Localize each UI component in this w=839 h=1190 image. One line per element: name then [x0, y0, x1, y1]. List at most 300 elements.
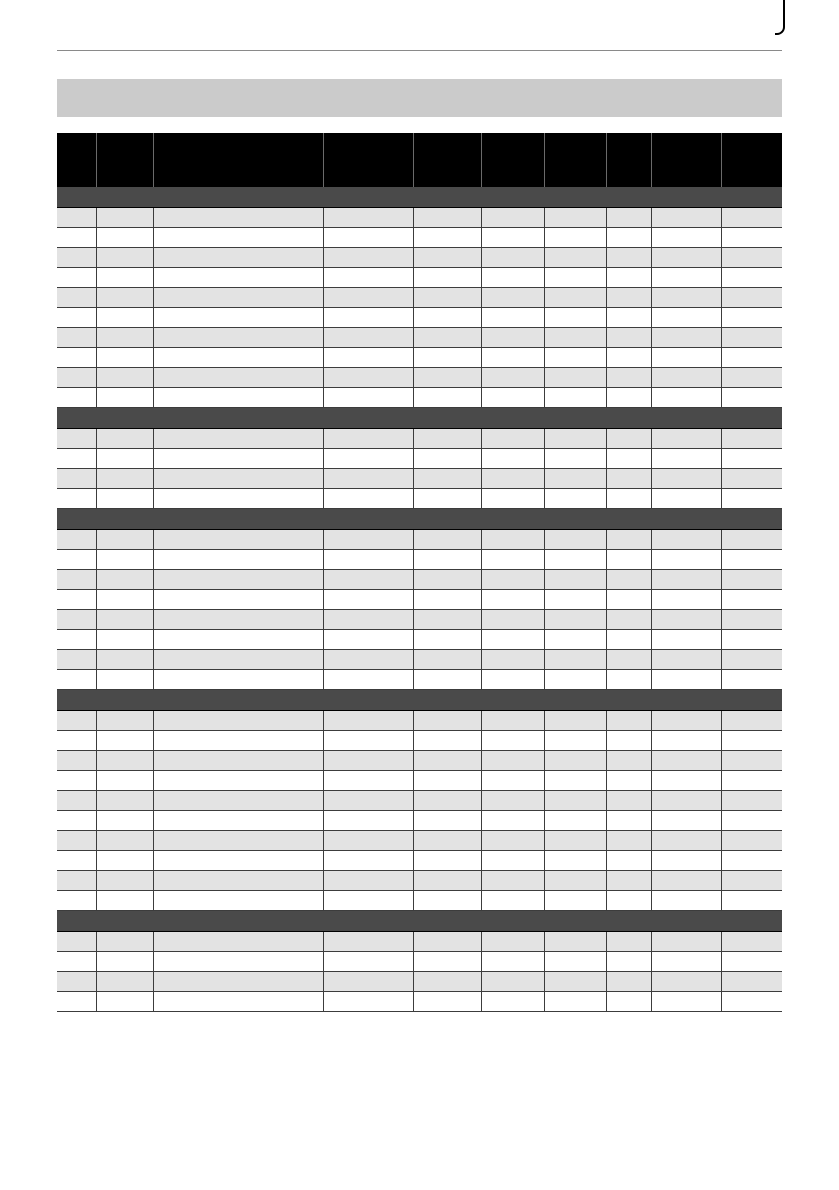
table-cell: [323, 992, 413, 1012]
table-cell: [413, 891, 481, 911]
table-cell: [413, 670, 481, 690]
table-cell: [153, 388, 323, 408]
table-cell: [96, 891, 153, 911]
table-cell: [57, 771, 96, 791]
table-cell: [323, 650, 413, 670]
table-cell: [721, 228, 782, 248]
table-cell: [413, 731, 481, 751]
table-cell: [57, 851, 96, 871]
table-cell: [57, 570, 96, 590]
table-cell: [413, 449, 481, 469]
table-cell: [96, 429, 153, 449]
table-cell: [153, 469, 323, 489]
table-cell: [721, 348, 782, 368]
table-row: [57, 610, 782, 630]
table-row: [57, 650, 782, 670]
table-cell: [413, 228, 481, 248]
table-cell: [651, 368, 721, 388]
table-cell: [413, 791, 481, 811]
table-cell: [481, 228, 544, 248]
table-cell: [57, 590, 96, 610]
table-cell: [544, 469, 606, 489]
table-cell: [481, 650, 544, 670]
table-cell: [544, 972, 606, 992]
table-row: [57, 932, 782, 952]
table-cell: [153, 952, 323, 972]
table-cell: [606, 368, 651, 388]
table-cell: [323, 248, 413, 268]
table-cell: [606, 992, 651, 1012]
table-cell: [606, 751, 651, 771]
table-cell: [606, 731, 651, 751]
table-cell: [153, 670, 323, 690]
table-cell: [96, 328, 153, 348]
table-cell: [481, 388, 544, 408]
table-cell: [544, 368, 606, 388]
table-cell: [721, 952, 782, 972]
table-cell: [651, 891, 721, 911]
table-cell: [544, 711, 606, 731]
table-cell: [721, 328, 782, 348]
table-cell: [413, 811, 481, 831]
table-cell: [606, 972, 651, 992]
table-cell: [481, 831, 544, 851]
table-cell: [96, 449, 153, 469]
table-row: [57, 972, 782, 992]
table-cell: [413, 952, 481, 972]
table-row: [57, 751, 782, 771]
table-cell: [323, 731, 413, 751]
table-cell: [544, 348, 606, 368]
table-row: [57, 308, 782, 328]
table-cell: [323, 429, 413, 449]
table-cell: [96, 268, 153, 288]
table-cell: [721, 791, 782, 811]
table-cell: [96, 489, 153, 509]
table-cell: [96, 650, 153, 670]
table-cell: [323, 791, 413, 811]
table-cell: [481, 751, 544, 771]
table-cell: [413, 368, 481, 388]
table-cell: [544, 670, 606, 690]
table-cell: [57, 248, 96, 268]
table-cell: [544, 610, 606, 630]
table-cell: [96, 530, 153, 550]
table-row: [57, 791, 782, 811]
table-cell: [606, 348, 651, 368]
table-cell: [544, 751, 606, 771]
table-cell: [57, 328, 96, 348]
table-cell: [606, 489, 651, 509]
table-cell: [544, 550, 606, 570]
table-cell: [323, 368, 413, 388]
table-cell: [651, 670, 721, 690]
table-cell: [57, 731, 96, 751]
table-cell: [721, 208, 782, 228]
table-cell: [57, 751, 96, 771]
table-cell: [96, 308, 153, 328]
table-cell: [323, 469, 413, 489]
table-cell: [57, 630, 96, 650]
table-cell: [606, 871, 651, 891]
table-cell: [606, 771, 651, 791]
table-cell: [323, 711, 413, 731]
table-cell: [96, 248, 153, 268]
table-cell: [413, 388, 481, 408]
table-cell: [153, 851, 323, 871]
table-cell: [323, 891, 413, 911]
table-cell: [544, 771, 606, 791]
table-cell: [606, 388, 651, 408]
page-corner-mark: [775, 0, 785, 35]
table-cell: [323, 328, 413, 348]
table-cell: [153, 992, 323, 1012]
table-cell: [721, 288, 782, 308]
table-cell: [544, 429, 606, 449]
table-cell: [721, 429, 782, 449]
table-cell: [323, 630, 413, 650]
table-cell: [481, 328, 544, 348]
table-cell: [544, 932, 606, 952]
table-cell: [544, 388, 606, 408]
table-cell: [413, 771, 481, 791]
table-cell: [721, 972, 782, 992]
table-cell: [651, 248, 721, 268]
table-cell: [413, 711, 481, 731]
table-cell: [153, 731, 323, 751]
table-row: [57, 711, 782, 731]
table-cell: [721, 449, 782, 469]
group-header-row: [57, 187, 782, 208]
table-cell: [651, 208, 721, 228]
table-cell: [481, 288, 544, 308]
table-cell: [651, 932, 721, 952]
table-cell: [606, 711, 651, 731]
table-cell: [544, 489, 606, 509]
table-cell: [721, 731, 782, 751]
table-cell: [323, 952, 413, 972]
table-cell: [96, 972, 153, 992]
table-cell: [544, 449, 606, 469]
table-cell: [323, 610, 413, 630]
table-cell: [57, 268, 96, 288]
table-cell: [96, 952, 153, 972]
table-cell: [153, 248, 323, 268]
table-cell: [544, 731, 606, 751]
table-cell: [481, 248, 544, 268]
table-cell: [413, 871, 481, 891]
table-cell: [323, 489, 413, 509]
table-cell: [544, 570, 606, 590]
table-cell: [153, 811, 323, 831]
table-cell: [544, 992, 606, 1012]
table-cell: [323, 388, 413, 408]
table-cell: [57, 871, 96, 891]
table-cell: [606, 831, 651, 851]
table-cell: [323, 972, 413, 992]
table-cell: [721, 751, 782, 771]
table-cell: [481, 610, 544, 630]
table-cell: [721, 932, 782, 952]
table-cell: [606, 288, 651, 308]
table-cell: [57, 952, 96, 972]
table-cell: [651, 388, 721, 408]
column-header: [481, 133, 544, 187]
table-cell: [606, 630, 651, 650]
table-cell: [481, 590, 544, 610]
table-cell: [153, 711, 323, 731]
table-cell: [606, 570, 651, 590]
table-cell: [96, 711, 153, 731]
table-cell: [57, 932, 96, 952]
table-cell: [57, 288, 96, 308]
table-cell: [323, 550, 413, 570]
table-cell: [57, 650, 96, 670]
table-cell: [651, 992, 721, 1012]
table-cell: [57, 388, 96, 408]
table-cell: [651, 630, 721, 650]
table-row: [57, 630, 782, 650]
table-cell: [413, 208, 481, 228]
table-cell: [153, 530, 323, 550]
table-cell: [413, 288, 481, 308]
table-cell: [544, 952, 606, 972]
table-cell: [721, 771, 782, 791]
table-cell: [323, 308, 413, 328]
table-row: [57, 368, 782, 388]
table-cell: [721, 831, 782, 851]
table-cell: [413, 348, 481, 368]
table-cell: [96, 791, 153, 811]
table-cell: [57, 449, 96, 469]
table-cell: [651, 308, 721, 328]
table-cell: [413, 992, 481, 1012]
table-cell: [606, 550, 651, 570]
table-cell: [651, 570, 721, 590]
table-cell: [651, 851, 721, 871]
table-cell: [413, 429, 481, 449]
table-cell: [153, 308, 323, 328]
table-cell: [544, 590, 606, 610]
table-row: [57, 771, 782, 791]
table-cell: [481, 208, 544, 228]
table-cell: [413, 851, 481, 871]
table-cell: [481, 630, 544, 650]
table-cell: [651, 972, 721, 992]
table-header-row: [57, 133, 782, 187]
table-row: [57, 550, 782, 570]
table-cell: [323, 751, 413, 771]
table-cell: [96, 630, 153, 650]
table-cell: [481, 670, 544, 690]
table-cell: [153, 610, 323, 630]
table-cell: [481, 992, 544, 1012]
table-cell: [96, 851, 153, 871]
table-cell: [606, 248, 651, 268]
table-cell: [481, 550, 544, 570]
table-cell: [721, 811, 782, 831]
table-cell: [153, 550, 323, 570]
column-header: [651, 133, 721, 187]
table-cell: [96, 590, 153, 610]
table-cell: [323, 831, 413, 851]
table-cell: [153, 348, 323, 368]
table-cell: [57, 208, 96, 228]
table-cell: [606, 811, 651, 831]
table-cell: [544, 288, 606, 308]
table-cell: [481, 771, 544, 791]
table-cell: [651, 429, 721, 449]
table-cell: [651, 288, 721, 308]
table-cell: [57, 429, 96, 449]
column-header: [96, 133, 153, 187]
table-cell: [481, 308, 544, 328]
table-cell: [153, 449, 323, 469]
section-title-bar: [57, 79, 782, 117]
table-cell: [481, 791, 544, 811]
table-cell: [413, 489, 481, 509]
table-cell: [481, 368, 544, 388]
table-cell: [721, 530, 782, 550]
table-row: [57, 228, 782, 248]
table-cell: [153, 489, 323, 509]
table-cell: [96, 670, 153, 690]
table-row: [57, 328, 782, 348]
table-cell: [57, 228, 96, 248]
table-cell: [323, 590, 413, 610]
table-cell: [606, 429, 651, 449]
table-cell: [96, 348, 153, 368]
table-cell: [606, 308, 651, 328]
table-cell: [153, 650, 323, 670]
table-cell: [153, 871, 323, 891]
table-cell: [651, 530, 721, 550]
table-cell: [57, 348, 96, 368]
table-cell: [721, 590, 782, 610]
table-cell: [481, 811, 544, 831]
table-row: [57, 831, 782, 851]
table-row: [57, 388, 782, 408]
table-cell: [57, 489, 96, 509]
table-cell: [606, 530, 651, 550]
table-cell: [606, 590, 651, 610]
table-cell: [721, 650, 782, 670]
table-cell: [96, 288, 153, 308]
table-cell: [721, 248, 782, 268]
table-row: [57, 348, 782, 368]
table-cell: [413, 972, 481, 992]
table-cell: [323, 449, 413, 469]
table-cell: [153, 228, 323, 248]
table-cell: [96, 751, 153, 771]
table-cell: [153, 791, 323, 811]
table-cell: [481, 871, 544, 891]
table-row: [57, 871, 782, 891]
table-cell: [651, 731, 721, 751]
table-cell: [651, 811, 721, 831]
table-cell: [544, 851, 606, 871]
table-cell: [544, 871, 606, 891]
table-cell: [413, 831, 481, 851]
table-cell: [651, 469, 721, 489]
table-row: [57, 590, 782, 610]
table-cell: [96, 208, 153, 228]
table-cell: [481, 570, 544, 590]
table-cell: [153, 972, 323, 992]
table-cell: [57, 972, 96, 992]
table-cell: [481, 530, 544, 550]
table-cell: [96, 831, 153, 851]
group-header-row: [57, 911, 782, 932]
table-cell: [721, 368, 782, 388]
table-row: [57, 731, 782, 751]
table-row: [57, 992, 782, 1012]
table-cell: [153, 328, 323, 348]
column-header: [413, 133, 481, 187]
table-cell: [323, 771, 413, 791]
table-cell: [323, 811, 413, 831]
table-cell: [721, 711, 782, 731]
table-cell: [721, 469, 782, 489]
table-cell: [481, 972, 544, 992]
table-cell: [544, 328, 606, 348]
table-cell: [481, 851, 544, 871]
table-cell: [413, 610, 481, 630]
table-cell: [544, 530, 606, 550]
group-label: [57, 911, 782, 932]
table-cell: [721, 871, 782, 891]
table-cell: [323, 228, 413, 248]
table-cell: [153, 208, 323, 228]
table-cell: [57, 530, 96, 550]
table-cell: [721, 570, 782, 590]
table-cell: [57, 469, 96, 489]
table-cell: [721, 670, 782, 690]
table-cell: [153, 891, 323, 911]
table-row: [57, 891, 782, 911]
table-cell: [96, 469, 153, 489]
table-cell: [153, 751, 323, 771]
table-cell: [606, 851, 651, 871]
group-header-row: [57, 408, 782, 429]
table-row: [57, 449, 782, 469]
table-cell: [544, 791, 606, 811]
table-cell: [544, 208, 606, 228]
table-cell: [96, 992, 153, 1012]
table-row: [57, 570, 782, 590]
table-cell: [413, 590, 481, 610]
table-cell: [481, 268, 544, 288]
table-row: [57, 670, 782, 690]
table-cell: [323, 570, 413, 590]
table-cell: [606, 268, 651, 288]
table-cell: [323, 871, 413, 891]
group-label: [57, 187, 782, 208]
column-header: [323, 133, 413, 187]
table-cell: [606, 791, 651, 811]
table-cell: [323, 348, 413, 368]
table-row: [57, 489, 782, 509]
table-cell: [57, 550, 96, 570]
table-cell: [57, 791, 96, 811]
table-cell: [544, 650, 606, 670]
table-cell: [721, 851, 782, 871]
table-cell: [153, 368, 323, 388]
table-cell: [651, 590, 721, 610]
table-cell: [413, 650, 481, 670]
table-cell: [413, 328, 481, 348]
table-cell: [481, 449, 544, 469]
